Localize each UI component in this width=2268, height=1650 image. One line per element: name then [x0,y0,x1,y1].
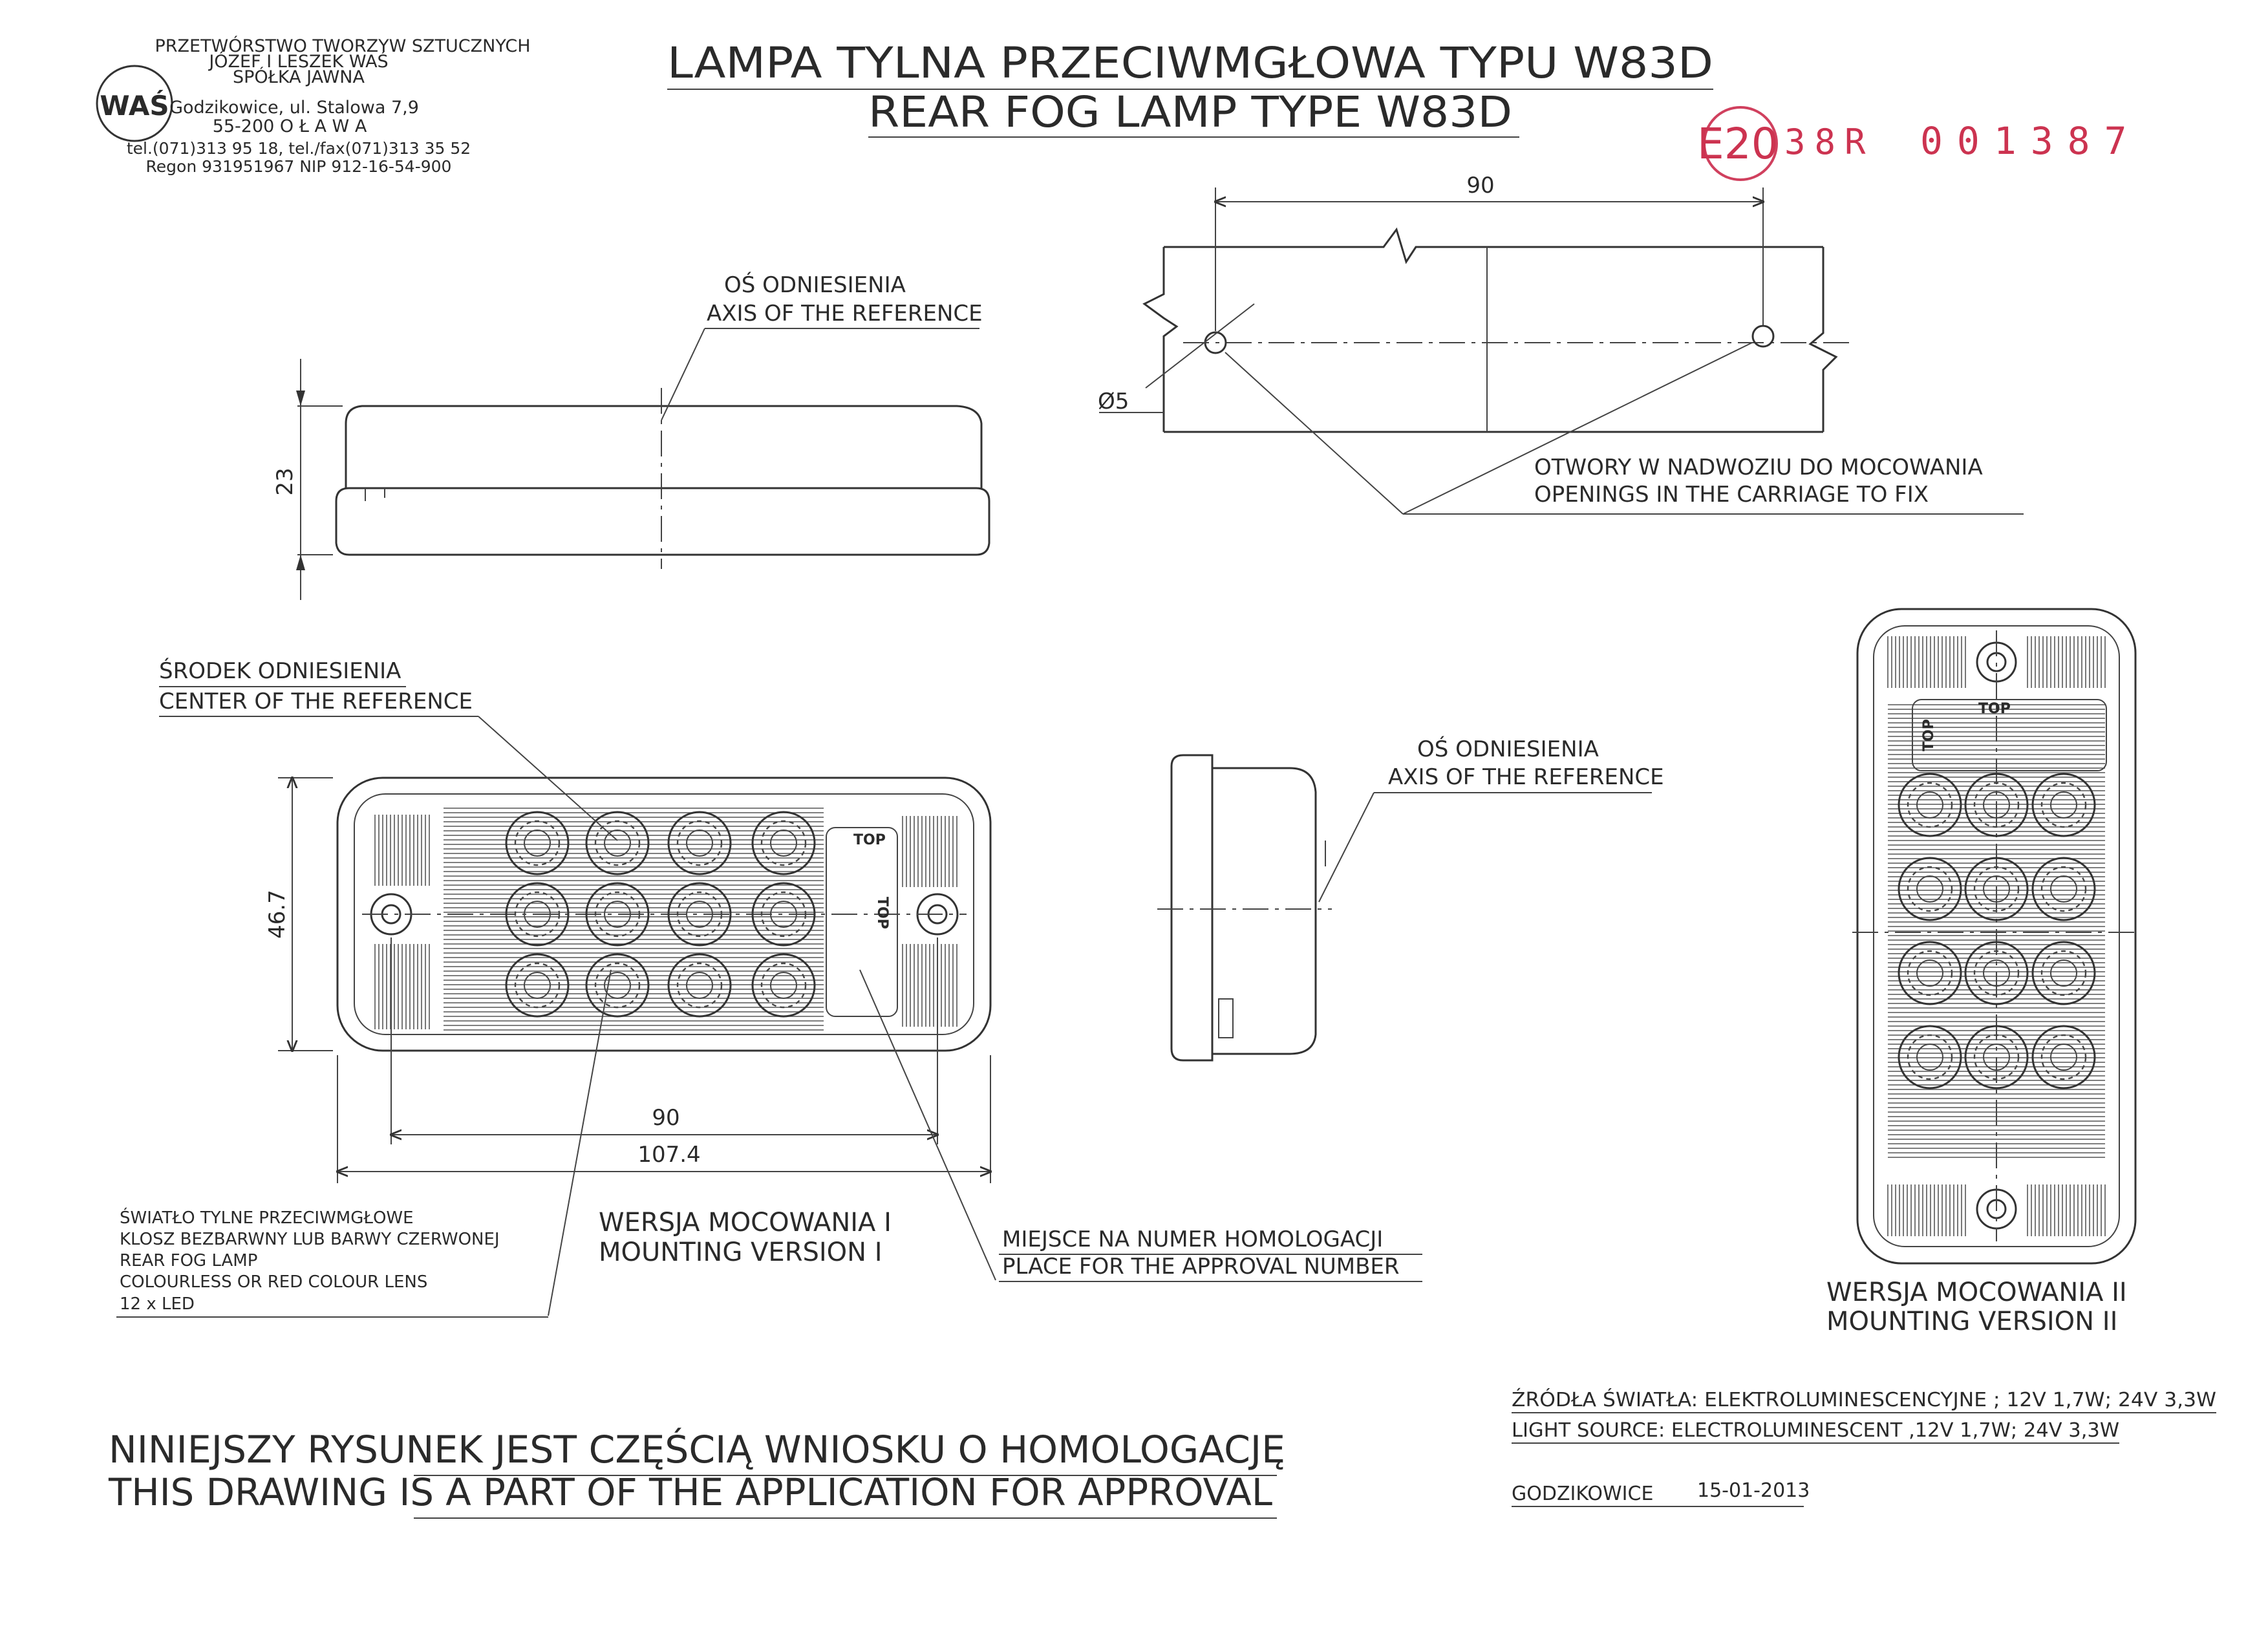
front-hole-spacing-dimension: 90 [652,1105,680,1131]
title-english: REAR FOG LAMP TYPE W83D [868,87,1512,137]
approval-note-pl: NINIEJSZY RYSUNEK JEST CZĘŚCIĄ WNIOSKU O HOMOLOGACJĘ [109,1428,1278,1472]
axis-reference-label-pl: OŚ ODNIESIENIA [724,272,906,298]
front-width-dimension: 107.4 [637,1142,701,1168]
axis-reference-label-en: AXIS OF THE REFERENCE [707,301,983,327]
top-marker: TOP [1921,719,1937,751]
company-name-line: JÓZEF I LESZEK WAŚ [209,52,389,72]
company-address: Godzikowice, ul. Stalowa 7,9 [169,98,419,118]
top-marker: TOP [874,897,890,929]
axis-reference-label-pl: OŚ ODNIESIENIA [1417,736,1599,762]
side-profile-view [1157,736,1664,1060]
center-reference-label-pl: ŚRODEK ODNIESIENIA [159,658,401,684]
signing-place: GODZIKOWICE [1512,1483,1654,1505]
hole-spacing-dimension: 90 [1466,173,1495,198]
axis-reference-label-en: AXIS OF THE REFERENCE [1388,764,1664,790]
top-marker: TOP [853,832,886,848]
front-view-version-1 [116,658,1422,1317]
company-logo [97,66,172,141]
company-phone: tel.(071)313 95 18, tel./fax(071)313 35 52 [126,139,471,158]
mounting-holes-view [1098,173,2024,514]
company-regon: Regon 931951967 NIP 912-16-54-900 [145,157,452,176]
drawing-title [667,38,1713,137]
lamp-description-line: COLOURLESS OR RED COLOUR LENS [120,1272,428,1292]
light-source-pl: ŹRÓDŁA ŚWIATŁA: ELEKTROLUMINESCENCYJNE ; 12V 1,7W; 24V 3,3W [1512,1389,2187,1411]
hole-diameter-dimension: Ø5 [1098,389,1129,414]
company-name-line: PRZETWÓRSTWO TWORZYW SZTUCZNYCH [155,36,531,56]
company-city: 55-200 O Ł A W A [212,116,367,136]
signing-date: 15-01-2013 [1697,1479,1810,1502]
approval-number: 001387 [1920,119,2141,163]
top-marker: TOP [1978,701,2011,717]
mounting-version-2-en: MOUNTING VERSION II [1826,1307,2118,1336]
light-source-en: LIGHT SOURCE: ELECTROLUMINESCENT ,12V 1,7W; 24V 3,3W [1512,1419,2119,1442]
side-height-dimension: 23 [272,467,298,496]
approval-mark: E20 [1697,119,1779,169]
front-height-dimension: 46.7 [264,890,290,939]
approval-stamp [1697,107,2141,180]
approval-place-label-en: PLACE FOR THE APPROVAL NUMBER [1002,1254,1400,1280]
front-view-version-2 [1826,609,2140,1336]
lamp-description-line: KLOSZ BEZBARWNY LUB BARWY CZERWONEJ [120,1230,500,1249]
approval-code: 38R [1784,122,1875,162]
approval-note-en: THIS DRAWING IS A PART OF THE APPLICATION FOR APPROVAL [108,1470,1272,1514]
openings-label-en: OPENINGS IN THE CARRIAGE TO FIX [1534,482,1929,508]
company-header [97,36,531,176]
mounting-version-1-pl: WERSJA MOCOWANIA I [599,1208,892,1238]
title-polish: LAMPA TYLNA PRZECIWMGŁOWA TYPU W83D [667,38,1713,88]
company-name-line: SPÓŁKA JAWNA [233,67,365,87]
openings-label-pl: OTWORY W NADWOZIU DO MOCOWANIA [1534,455,1983,480]
mounting-version-1-en: MOUNTING VERSION I [599,1238,883,1267]
lamp-description-line: 12 x LED [120,1294,195,1314]
logo-text: WAŚ [100,90,169,122]
lamp-description-line: ŚWIATŁO TYLNE PRZECIWMGŁOWE [120,1208,414,1228]
side-view [272,272,989,600]
center-reference-label-en: CENTER OF THE REFERENCE [159,689,473,714]
lamp-description-line: REAR FOG LAMP [120,1251,258,1270]
mounting-version-2-pl: WERSJA MOCOWANIA II [1826,1278,2127,1307]
footer [108,1388,2216,1518]
approval-place-label-pl: MIEJSCE NA NUMER HOMOLOGACJI [1002,1227,1384,1252]
